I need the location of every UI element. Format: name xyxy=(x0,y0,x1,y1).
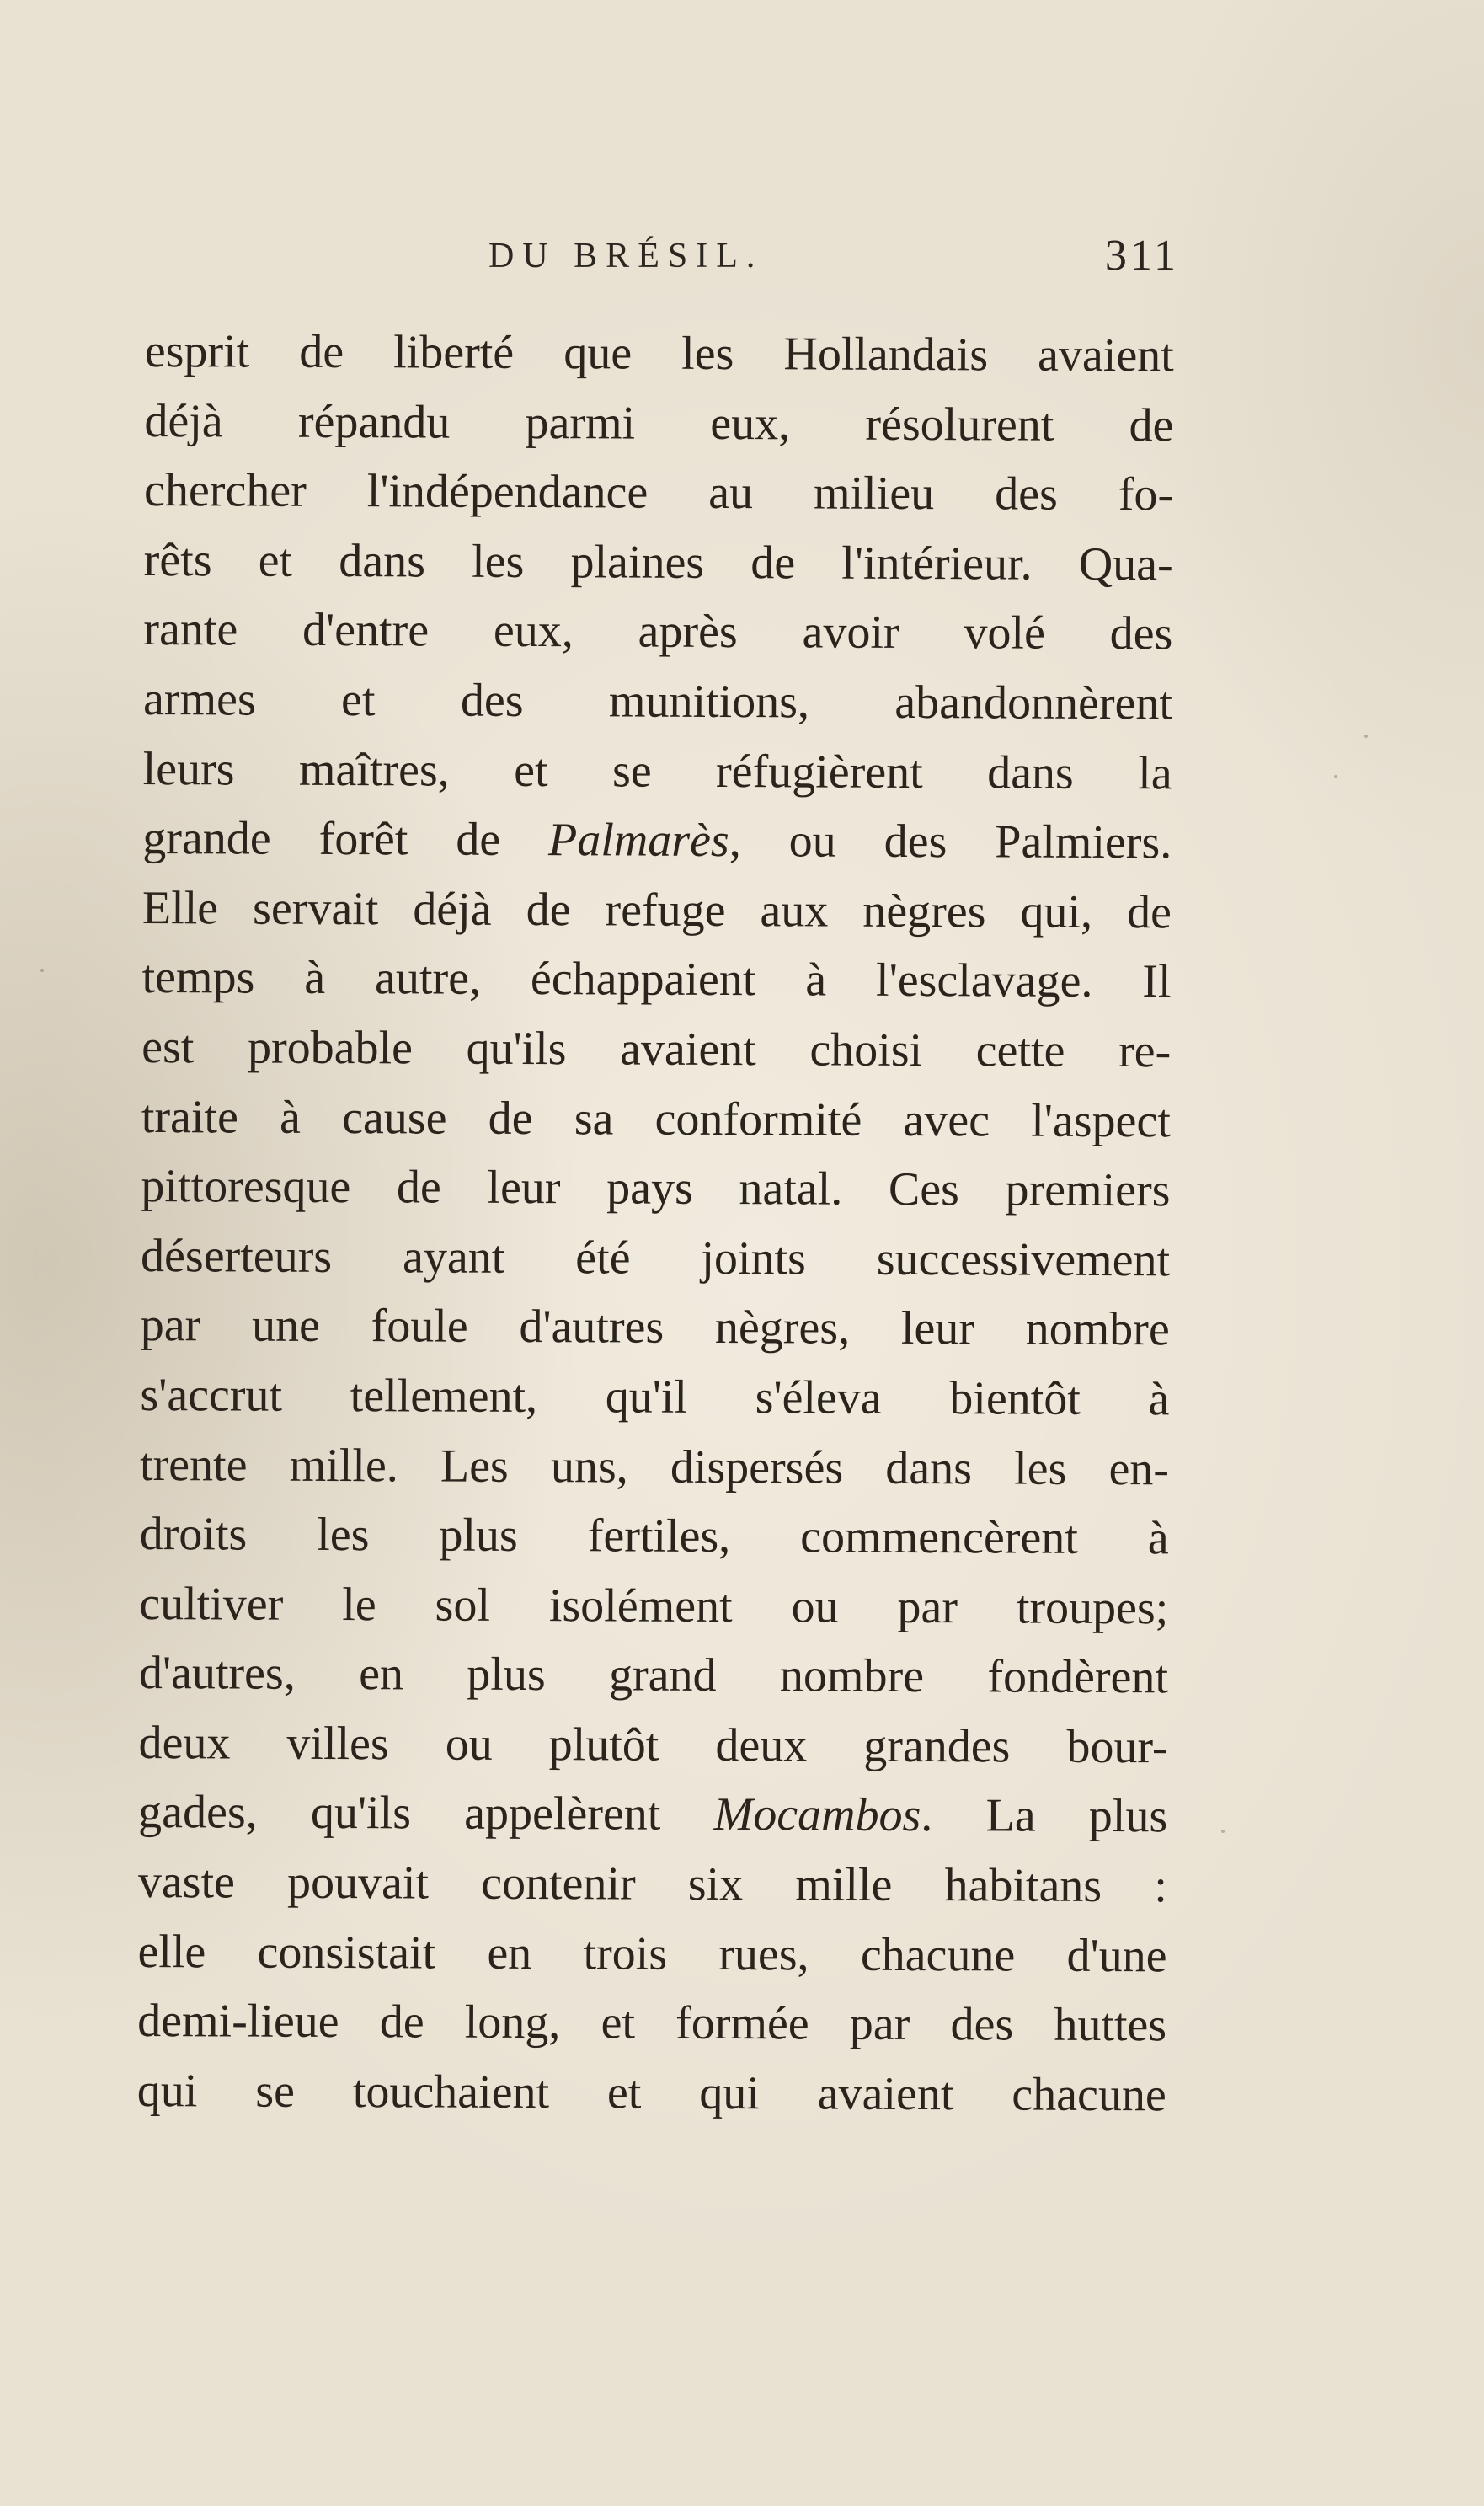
text-segment: . La plus xyxy=(921,1789,1168,1843)
page-header xyxy=(488,232,1179,295)
text-segment: gades, qu'ils appelèrent xyxy=(138,1786,714,1841)
italic-place-name: Palmarès xyxy=(547,814,729,868)
page-number: 311 xyxy=(1104,232,1179,280)
paper-speck xyxy=(1334,775,1337,778)
text-line: leurs maîtres, et se réfugièrent dans la xyxy=(142,742,1172,799)
text-line: est probable qu'ils avaient choisi cette re- xyxy=(141,1020,1172,1078)
text-segment: grande forêt de xyxy=(142,812,549,867)
running-title: DU BRÉSIL. xyxy=(488,237,764,275)
text-line: qui se touchaient et qui avaient chacune xyxy=(136,2064,1166,2122)
text-line: d'autres, en plus grand nombre fondèrent xyxy=(138,1647,1169,1704)
text-line: temps à autre, échappaient à l'esclavage. Il xyxy=(141,951,1172,1008)
paper-speck xyxy=(1221,1830,1225,1833)
text-line: deux villes ou plutôt deux grandes bour- xyxy=(138,1716,1168,1774)
text-line xyxy=(142,804,1172,878)
text-line: traite à cause de sa conformité avec l'aspect xyxy=(141,1090,1171,1147)
italic-place-name: Mocambos xyxy=(713,1788,921,1842)
text-line: Elle servait déjà de refuge aux nègres qui, de xyxy=(141,881,1172,939)
text-line: demi-lieue de long, et formée par des huttes xyxy=(137,1995,1167,2052)
text-line: déserteurs ayant été joints successivement xyxy=(141,1229,1171,1287)
text-line: droits les plus fertiles, commencèrent à xyxy=(139,1508,1169,1565)
text-line: vaste pouvait contenir six mille habitans : xyxy=(137,1856,1168,1913)
text-line: cultiver le sol isolément ou par troupes; xyxy=(139,1577,1169,1635)
text-line: elle consistait en trois rues, chacune d'une xyxy=(137,1925,1167,1982)
text-line: rêts et dans les plaines de l'intérieur. Qua- xyxy=(143,533,1173,591)
paper-speck xyxy=(40,969,44,972)
body-text xyxy=(137,317,1174,2130)
text-line: chercher l'indépendance au milieu des fo- xyxy=(143,464,1174,521)
text-line: déjà répandu parmi eux, résolurent de xyxy=(144,394,1174,452)
text-line xyxy=(138,1777,1167,1851)
text-line: trente mille. Les uns, dispersés dans les en- xyxy=(139,1438,1170,1495)
text-line: esprit de liberté que les Hollandais avaient xyxy=(144,324,1174,382)
text-line: rante d'entre eux, après avoir volé des xyxy=(143,603,1173,660)
text-line: armes et des munitions, abandonnèrent xyxy=(142,672,1173,730)
text-line: pittoresque de leur pays natal. Ces premiers xyxy=(141,1160,1171,1217)
text-segment: , ou des Palmiers. xyxy=(729,815,1172,869)
paper-speck xyxy=(1364,735,1368,738)
text-line: par une foule d'autres nègres, leur nombre xyxy=(140,1299,1170,1356)
text-line: s'accrut tellement, qu'il s'éleva bientôt à xyxy=(140,1368,1170,1426)
